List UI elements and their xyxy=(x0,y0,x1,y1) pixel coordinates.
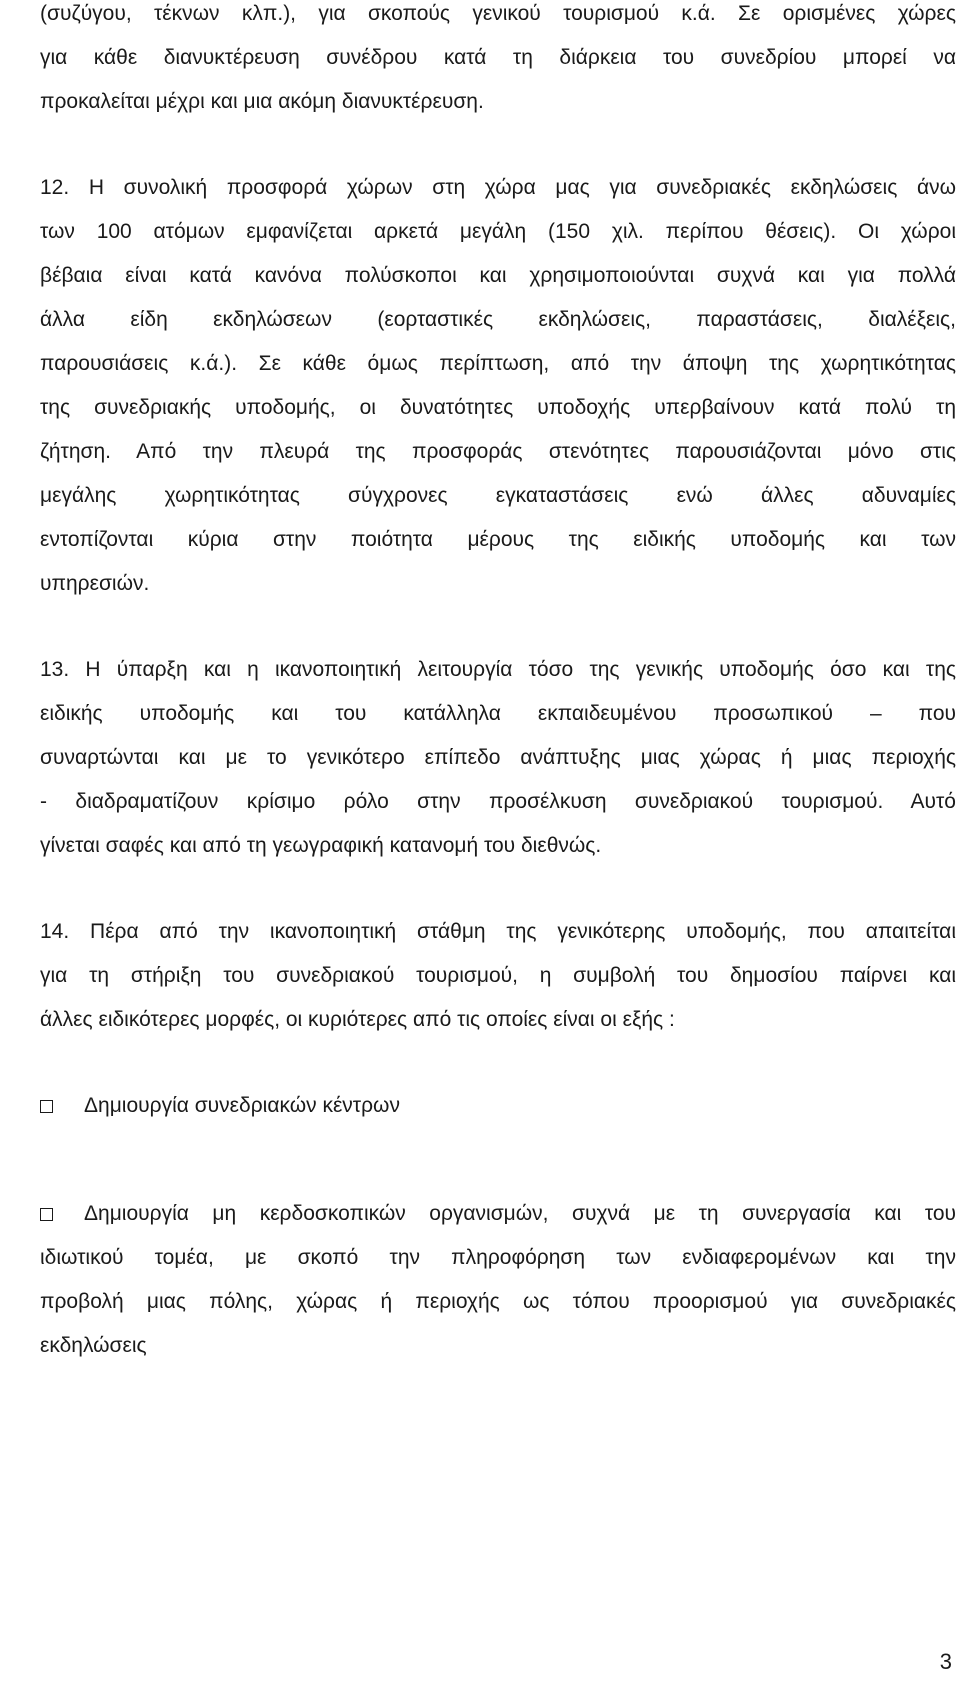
bullet-item-line: προβολή μιας πόλης, χώρας ή περιοχής ως τόπου προορισμού για συνεδριακές xyxy=(40,1290,956,1313)
paragraph-13-line: γίνεται σαφές και από τη γεωγραφική κατανομή του διεθνώς. xyxy=(40,834,602,857)
paragraph-14-line: άλλες ειδικότερες μορφές, οι κυριότερες από τις οποίες είναι οι εξής : xyxy=(40,1008,675,1031)
paragraph-13-line: συναρτώνται και με το γενικότερο επίπεδο ανάπτυξης μιας χώρας ή μιας περιοχής xyxy=(40,746,956,769)
page-number: 3 xyxy=(939,1649,952,1674)
paragraph-13-line: 13. Η ύπαρξη και η ικανοποιητική λειτουργία τόσο της γενικής υποδομής όσο και της xyxy=(40,658,956,681)
paragraph-12-line: άλλα είδη εκδηλώσεων (εορταστικές εκδηλώσεις, παραστάσεις, διαλέξεις, xyxy=(40,308,956,331)
paragraph-12-line: ζήτηση. Από την πλευρά της προσφοράς στενότητες παρουσιάζονται μόνο στις xyxy=(40,440,956,463)
text-line: (συζύγου, τέκνων κλπ.), για σκοπούς γενικού τουρισμού κ.ά. Σε ορισμένες χώρες xyxy=(40,2,956,25)
paragraph-12-line: παρουσιάσεις κ.ά.). Σε κάθε όμως περίπτωση, από την άποψη της χωρητικότητας xyxy=(40,352,956,375)
text-line: για κάθε διανυκτέρευση συνέδρου κατά τη διάρκεια του συνεδρίου μπορεί να xyxy=(40,46,956,69)
paragraph-14-line: 14. Πέρα από την ικανοποιητική στάθμη της γενικότερης υποδομής, που απαιτείται xyxy=(40,920,956,943)
bullet-item-line: εκδηλώσεις xyxy=(40,1334,147,1357)
bullet-item-line: Δημιουργία συνεδριακών κέντρων xyxy=(84,1094,400,1117)
paragraph-12-line: μεγάλης χωρητικότητας σύγχρονες εγκαταστάσεις ενώ άλλες αδυναμίες xyxy=(40,484,956,507)
bullet-item-line: Δημιουργία μη κερδοσκοπικών οργανισμών, συχνά με τη συνεργασία και του xyxy=(84,1202,956,1225)
paragraph-14-line: για τη στήριξη του συνεδριακού τουρισμού, η συμβολή του δημοσίου παίρνει και xyxy=(40,964,956,987)
checkbox-bullet-icon xyxy=(40,1208,53,1221)
paragraph-12-line: 12. Η συνολική προσφορά χώρων στη χώρα μας για συνεδριακές εκδηλώσεις άνω xyxy=(40,176,956,199)
bullet-item-line: ιδιωτικού τομέα, με σκοπό την πληροφόρηση των ενδιαφερομένων και την xyxy=(40,1246,956,1269)
paragraph-13-line: ειδικής υποδομής και του κατάλληλα εκπαιδευμένου προσωπικού – που xyxy=(40,702,956,725)
checkbox-bullet-icon xyxy=(40,1100,53,1113)
paragraph-12-line: της συνεδριακής υποδομής, οι δυνατότητες υποδοχής υπερβαίνουν κατά πολύ τη xyxy=(40,396,956,419)
paragraph-12-line: βέβαια είναι κατά κανόνα πολύσκοποι και χρησιμοποιούνται συχνά και για πολλά xyxy=(40,264,956,287)
paragraph-12-line: εντοπίζονται κύρια στην ποιότητα μέρους της ειδικής υποδομής και των xyxy=(40,528,956,551)
paragraph-12-line: υπηρεσιών. xyxy=(40,572,150,595)
paragraph-13-line: - διαδραματίζουν κρίσιμο ρόλο στην προσέλκυση συνεδριακού τουρισμού. Αυτό xyxy=(40,790,956,813)
paragraph-12-line: των 100 ατόμων εμφανίζεται αρκετά μεγάλη (150 χιλ. περίπου θέσεις). Οι χώροι xyxy=(40,220,956,243)
text-line: προκαλείται μέχρι και μια ακόμη διανυκτέρευση. xyxy=(40,90,484,113)
